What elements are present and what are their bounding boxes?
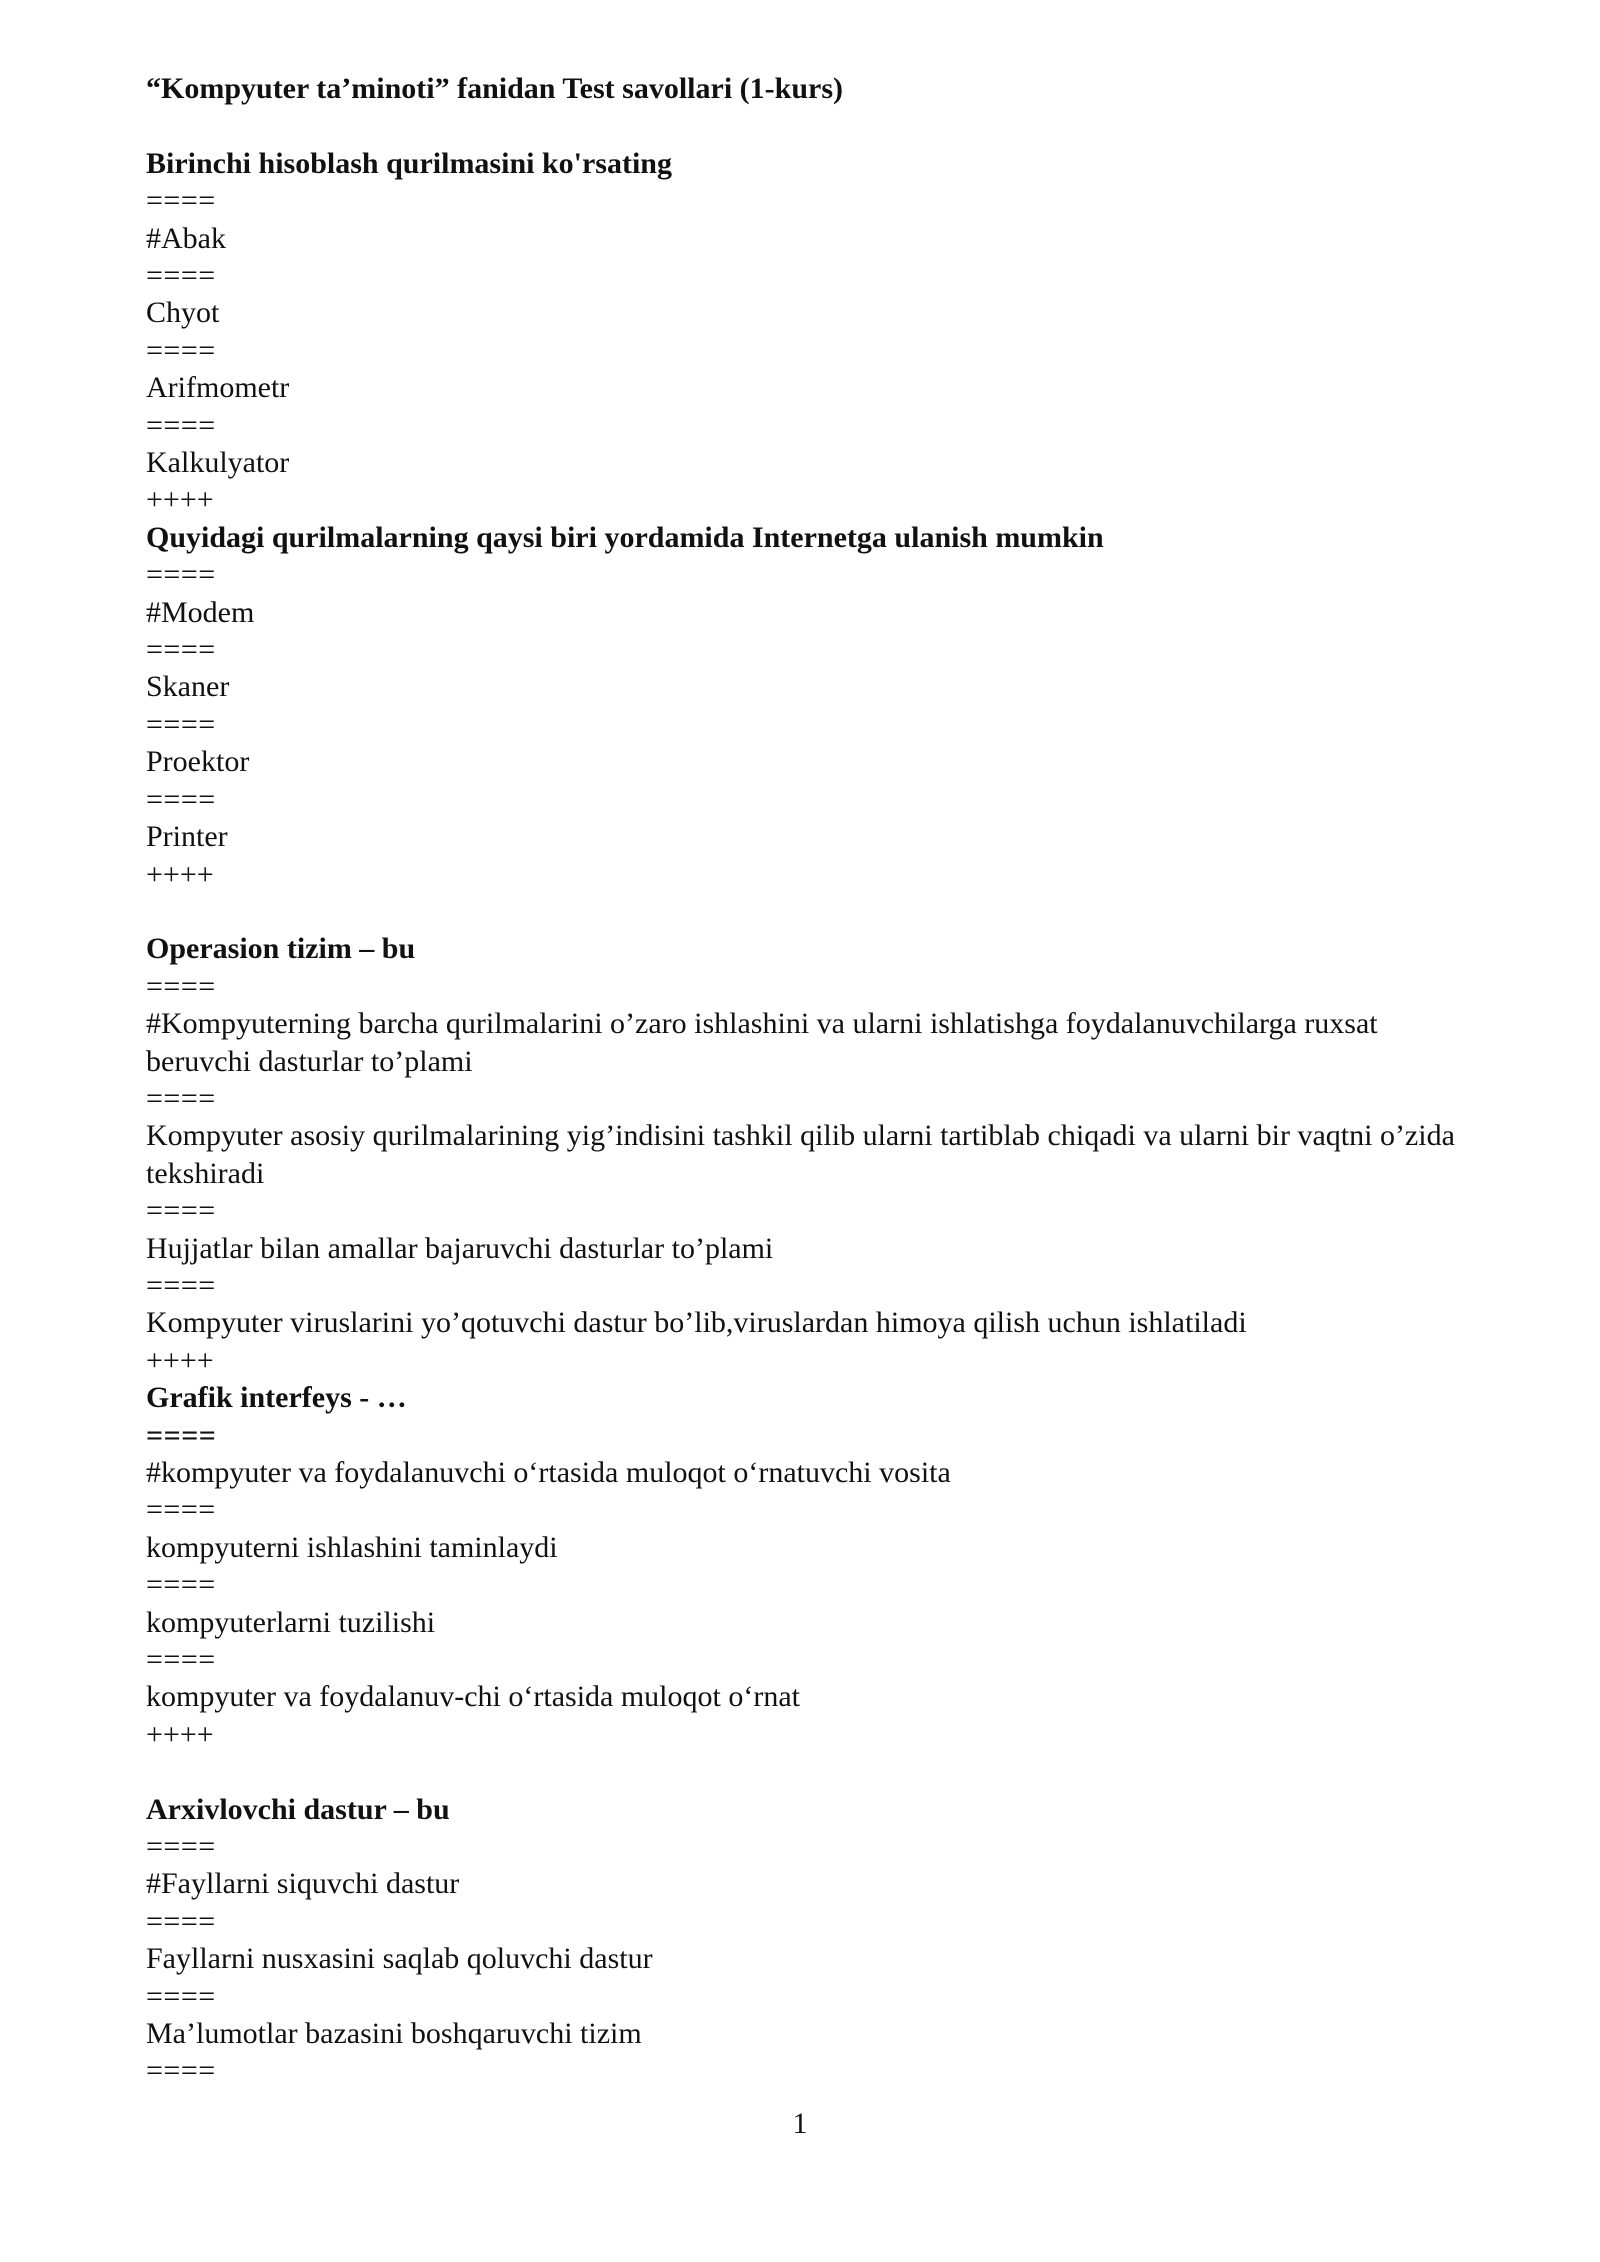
- question-block: [146, 145, 1486, 519]
- separator: ====: [146, 2054, 216, 2088]
- answer-option: Ma’lumotlar bazasini boshqaruvchi tizim: [146, 2017, 642, 2051]
- answer-correct: #Kompyuterning barcha qurilmalarini o’zaro ishlashini va ularni ishlatishga foydalanuvchilarga ruxsat beruvchi dasturlar to’plami: [146, 1007, 1386, 1078]
- spacer: [146, 107, 1486, 144]
- separator: ====: [146, 707, 216, 741]
- separator: ====: [146, 969, 216, 1003]
- answer-option: kompyuterlarni tuzilishi: [146, 1605, 436, 1639]
- separator: ====: [146, 558, 216, 592]
- answer-option: Arifmometr: [146, 371, 290, 405]
- separator: ====: [146, 1418, 217, 1452]
- end-marker: ++++: [146, 483, 214, 517]
- separator: ====: [146, 633, 216, 667]
- end-marker: ++++: [146, 857, 214, 891]
- separator: ====: [146, 1081, 216, 1115]
- separator: ====: [146, 1830, 216, 1864]
- answer-option: Kompyuter viruslarini yo’qotuvchi dastur bo’lib,viruslardan himoya qilish uchun ishlatiladi: [146, 1306, 1247, 1340]
- answer-option: Kalkulyator: [146, 446, 290, 480]
- spacer: [146, 1753, 1486, 1790]
- answer-option: Proektor: [146, 745, 250, 779]
- answer-option: Hujjatlar bilan amallar bajaruvchi dasturlar to’plami: [146, 1231, 774, 1265]
- end-marker: ++++: [146, 1343, 214, 1377]
- separator: ====: [146, 1493, 216, 1527]
- question-text: Grafik interfeys - …: [146, 1381, 407, 1415]
- question-text: Quyidagi qurilmalarning qaysi biri yordamida Internetga ulanish mumkin: [146, 520, 1104, 554]
- answer-option: Skaner: [146, 670, 230, 704]
- spacer: [146, 893, 1486, 930]
- page-number: 1: [792, 2107, 808, 2140]
- answer-correct: #Fayllarni siquvchi dastur: [146, 1867, 460, 1901]
- end-marker: ++++: [146, 1717, 214, 1751]
- separator: ====: [146, 1979, 216, 2013]
- question-block: [146, 930, 1486, 1379]
- answer-option: Chyot: [146, 296, 220, 330]
- answer-correct: #kompyuter va foydalanuvchi o‘rtasida muloqot o‘rnatuvchi vosita: [146, 1456, 951, 1489]
- question-block: [146, 519, 1486, 893]
- answer-option: Kompyuter asosiy qurilmalarining yig’indisini tashkil qilib ularni tartiblab chiqadi va ularni bir vaqtni o’zida tekshiradi: [146, 1119, 1463, 1190]
- separator: ====: [146, 184, 216, 218]
- separator: ====: [146, 1268, 216, 1302]
- separator: ====: [146, 1904, 216, 1938]
- question-block: [146, 1379, 1486, 1753]
- question-text: Operasion tizim – bu: [146, 932, 416, 966]
- document-page: [146, 70, 1486, 2090]
- answer-option: Fayllarni nusxasini saqlab qoluvchi dastur: [146, 1942, 653, 1976]
- document-title: “Kompyuter ta’minoti” fanidan Test savollari (1-kurs): [146, 72, 843, 105]
- separator: ====: [146, 408, 216, 442]
- answer-option: kompyuter va foydalanuv-chi o‘rtasida muloqot o‘rnat: [146, 1680, 800, 1714]
- answer-correct: #Abak: [146, 221, 226, 255]
- separator: ====: [146, 333, 216, 367]
- answer-correct: #Modem: [146, 595, 255, 629]
- separator: ====: [146, 1568, 216, 1602]
- answer-option: Printer: [146, 820, 228, 854]
- question-block: [146, 1791, 1486, 2090]
- separator: ====: [146, 782, 216, 816]
- separator: ====: [146, 259, 216, 293]
- separator: ====: [146, 1194, 216, 1228]
- question-text: Birinchi hisoblash qurilmasini ko'rsating: [146, 146, 672, 180]
- question-text: Arxivlovchi dastur – bu: [146, 1792, 450, 1826]
- separator: ====: [146, 1643, 216, 1677]
- answer-option: kompyuterni ishlashini taminlaydi: [146, 1530, 558, 1564]
